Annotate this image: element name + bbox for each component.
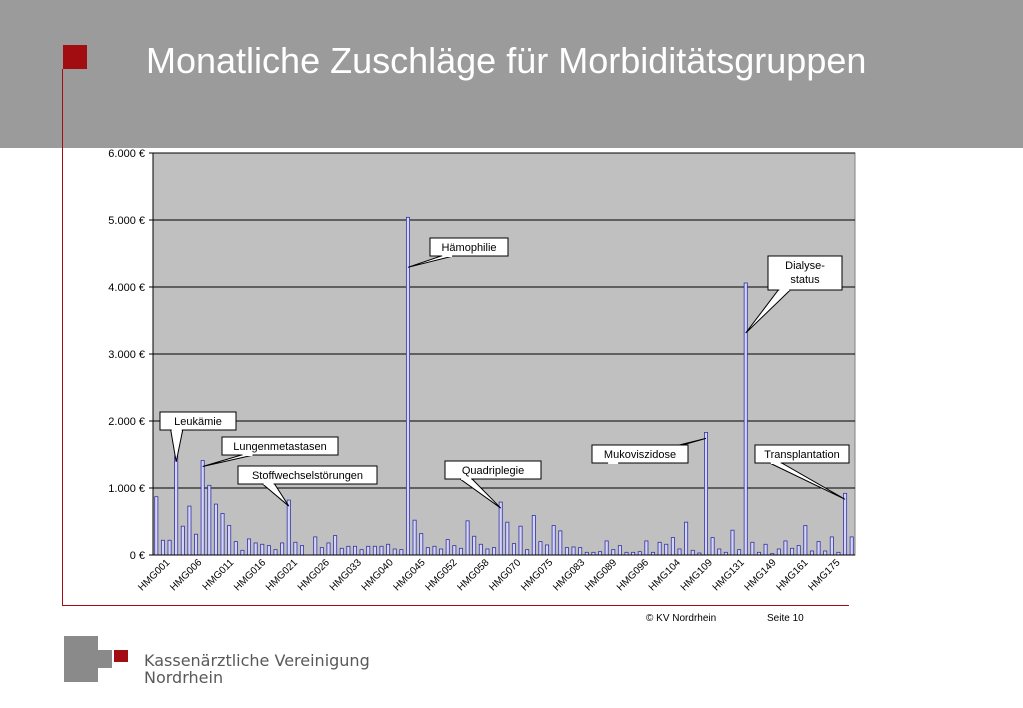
x-tick-label: HMG040 bbox=[359, 557, 396, 594]
bar bbox=[433, 546, 436, 555]
bar bbox=[784, 541, 787, 555]
kvno-logo bbox=[64, 636, 134, 687]
bar bbox=[830, 537, 833, 555]
bar bbox=[228, 526, 231, 555]
bar bbox=[208, 485, 211, 555]
bar bbox=[804, 526, 807, 555]
bar bbox=[711, 538, 714, 555]
kvno-logo-icon bbox=[64, 636, 134, 682]
bar bbox=[486, 549, 489, 555]
bar bbox=[751, 542, 754, 555]
bar bbox=[241, 550, 244, 555]
annotation-label: Lungenmetastasen bbox=[233, 441, 327, 453]
bar bbox=[718, 549, 721, 555]
x-tick-label: HMG016 bbox=[232, 557, 269, 594]
y-tick-label: 3.000 € bbox=[108, 349, 145, 361]
bar bbox=[572, 547, 575, 555]
bar bbox=[665, 544, 668, 555]
bar bbox=[744, 283, 747, 555]
bar bbox=[817, 542, 820, 555]
bar bbox=[294, 542, 297, 555]
x-tick-label: HMG109 bbox=[678, 557, 715, 594]
bar bbox=[506, 522, 509, 555]
bar bbox=[638, 552, 641, 555]
bar bbox=[221, 513, 224, 555]
bar bbox=[194, 534, 197, 555]
copyright-text: © KV Nordrhein bbox=[646, 613, 717, 624]
bar bbox=[181, 526, 184, 555]
bar bbox=[380, 546, 383, 555]
bar bbox=[347, 546, 350, 555]
x-tick-label: HMG104 bbox=[646, 557, 683, 594]
bar bbox=[512, 544, 515, 555]
bar bbox=[704, 432, 707, 555]
bar bbox=[658, 542, 661, 555]
page-number: Seite 10 bbox=[767, 613, 804, 624]
x-tick-label: HMG021 bbox=[263, 557, 301, 594]
x-tick-label: HMG045 bbox=[391, 557, 428, 594]
bar bbox=[797, 546, 800, 555]
bar bbox=[413, 520, 416, 555]
bar bbox=[565, 548, 568, 555]
bar bbox=[214, 504, 217, 555]
annotation-label: Stoffwechselstörungen bbox=[251, 470, 364, 482]
bar bbox=[161, 540, 164, 555]
y-tick-label: 2.000 € bbox=[108, 416, 145, 428]
bar bbox=[790, 548, 793, 555]
x-tick-label: HMG033 bbox=[327, 557, 364, 594]
bar bbox=[373, 546, 376, 555]
annotation-label: Dialyse- bbox=[785, 260, 825, 272]
annotation-label: Quadriplegie bbox=[461, 465, 525, 477]
bar bbox=[175, 456, 178, 555]
bar bbox=[466, 521, 469, 555]
y-tick-label: 4.000 € bbox=[108, 282, 145, 294]
bar bbox=[579, 548, 582, 555]
bar bbox=[519, 526, 522, 555]
x-tick-label: HMG175 bbox=[806, 557, 843, 594]
bar bbox=[406, 217, 409, 555]
x-tick-label: HMG096 bbox=[614, 557, 652, 594]
x-tick-label: HMG011 bbox=[200, 557, 237, 593]
bar bbox=[559, 531, 562, 555]
bar bbox=[314, 537, 317, 555]
bar bbox=[300, 546, 303, 555]
x-tick-label: HMG161 bbox=[774, 557, 811, 594]
y-tick-label: 1.000 € bbox=[108, 483, 145, 495]
bar bbox=[453, 546, 456, 555]
x-tick-label: HMG026 bbox=[295, 557, 332, 594]
annotation-label: status bbox=[790, 274, 820, 286]
x-tick-label: HMG052 bbox=[423, 557, 460, 594]
bar bbox=[320, 548, 323, 555]
annotation-label: Transplantation bbox=[764, 449, 840, 461]
x-tick-label: HMG089 bbox=[583, 557, 620, 594]
bar bbox=[274, 550, 277, 555]
bar bbox=[598, 552, 601, 555]
x-tick-label: HMG070 bbox=[487, 557, 524, 594]
bar bbox=[539, 542, 542, 555]
bar bbox=[552, 526, 555, 555]
x-tick-label: HMG083 bbox=[551, 557, 588, 594]
bar bbox=[446, 540, 449, 555]
bar bbox=[605, 541, 608, 555]
bar bbox=[168, 540, 171, 555]
bar bbox=[327, 543, 330, 555]
bar bbox=[155, 497, 158, 555]
bar bbox=[764, 544, 767, 555]
bar bbox=[334, 536, 337, 555]
bar bbox=[188, 506, 191, 555]
bar bbox=[738, 550, 741, 555]
bar bbox=[387, 544, 390, 555]
bar bbox=[618, 546, 621, 555]
bar bbox=[420, 534, 423, 555]
bar bbox=[612, 550, 615, 555]
bar bbox=[526, 550, 529, 555]
bar bbox=[367, 546, 370, 555]
bar bbox=[459, 548, 462, 555]
bar bbox=[400, 550, 403, 555]
bar bbox=[691, 550, 694, 555]
bar bbox=[234, 542, 237, 555]
bar bbox=[685, 522, 688, 555]
bar bbox=[281, 543, 284, 555]
bar bbox=[247, 539, 250, 555]
x-tick-label: HMG131 bbox=[710, 557, 747, 594]
logo-text-line2: Nordrhein bbox=[144, 668, 224, 687]
bar bbox=[439, 549, 442, 555]
annotation-label: Mukoviszidose bbox=[603, 449, 677, 461]
bar bbox=[267, 546, 270, 555]
bar bbox=[393, 549, 396, 555]
bar bbox=[545, 545, 548, 555]
logo-text-line1: Kassenärztliche Vereinigung bbox=[144, 651, 370, 670]
y-tick-label: 5.000 € bbox=[108, 215, 145, 227]
bar bbox=[473, 536, 476, 555]
bar bbox=[360, 550, 363, 555]
y-tick-label: 6.000 € bbox=[108, 148, 145, 160]
bar bbox=[777, 549, 780, 555]
bar bbox=[824, 551, 827, 555]
bar bbox=[843, 493, 846, 555]
bar bbox=[492, 548, 495, 555]
bar bbox=[201, 461, 204, 555]
bar bbox=[532, 515, 535, 555]
y-tick-label: 0 € bbox=[129, 550, 145, 562]
x-tick-label: HMG001 bbox=[136, 557, 173, 594]
bar bbox=[479, 544, 482, 555]
slide-title: Monatliche Zuschläge für Morbiditätsgruppen bbox=[146, 40, 867, 81]
bar bbox=[287, 500, 290, 555]
bar bbox=[671, 538, 674, 555]
annotation-label: Hämophilie bbox=[441, 242, 497, 254]
bar bbox=[678, 549, 681, 555]
x-tick-label: HMG149 bbox=[742, 557, 779, 594]
bar bbox=[261, 544, 264, 555]
x-tick-label: HMG006 bbox=[168, 557, 205, 594]
x-tick-label: HMG058 bbox=[455, 557, 492, 594]
bar bbox=[731, 530, 734, 555]
bar bbox=[340, 548, 343, 555]
bar bbox=[499, 502, 502, 555]
annotation-label: Leukämie bbox=[174, 416, 222, 428]
bar bbox=[353, 546, 356, 555]
bar bbox=[254, 543, 257, 555]
bar bbox=[810, 551, 813, 555]
x-tick-label: HMG075 bbox=[519, 557, 556, 594]
bar bbox=[426, 548, 429, 555]
bar bbox=[850, 537, 853, 555]
bar bbox=[645, 541, 648, 555]
